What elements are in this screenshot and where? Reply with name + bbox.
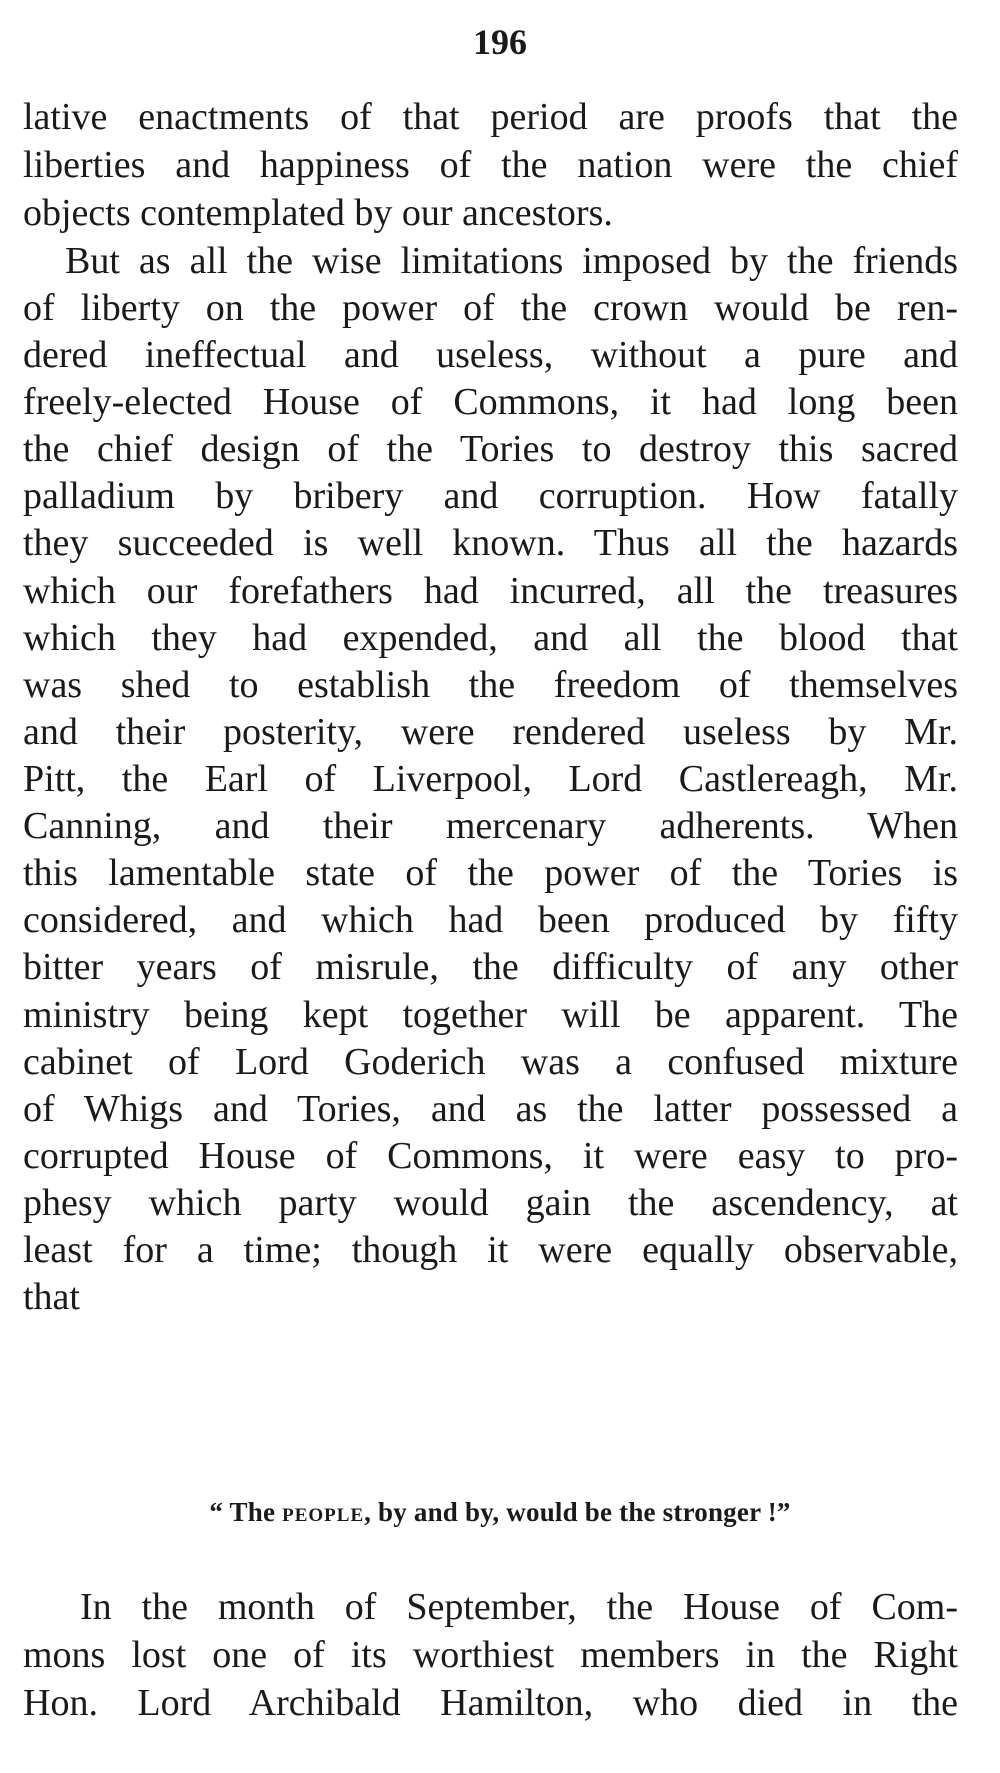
text-line: and their posterity, were rendered useless by Mr. [23, 711, 958, 753]
quote-emphasis: people [282, 1497, 365, 1527]
text-line: cabinet of Lord Goderich was a confused mixture [23, 1041, 958, 1083]
text-line: In the month of September, the House of Com- [80, 1586, 958, 1628]
text-line: of liberty on the power of the crown would be ren- [23, 287, 958, 329]
text-line: this lamentable state of the power of the Tories is [23, 852, 958, 894]
text-line: Pitt, the Earl of Liverpool, Lord Castlereagh, Mr. [23, 758, 958, 800]
text-line: dered ineffectual and useless, without a pure and [23, 334, 958, 376]
text-line: mons lost one of its worthiest members in the Right [23, 1634, 958, 1676]
text-line: which they had expended, and all the blood that [23, 617, 958, 659]
text-line: corrupted House of Commons, it were easy to pro- [23, 1135, 958, 1177]
text-line: of Whigs and Tories, and as the latter possessed a [23, 1088, 958, 1130]
text-line: that [23, 1276, 80, 1318]
text-line: bitter years of misrule, the difficulty of any other [23, 946, 958, 988]
page-number: 196 [473, 22, 527, 62]
text-line: freely-elected House of Commons, it had long been [23, 381, 958, 423]
text-line: lative enactments of that period are proofs that the [23, 96, 958, 138]
text-line: ministry being kept together will be apparent. The [23, 994, 958, 1036]
text-line: Canning, and their mercenary adherents. When [23, 805, 958, 847]
text-line: Hon. Lord Archibald Hamilton, who died in the [23, 1682, 958, 1724]
text-line: objects contemplated by our ancestors. [23, 192, 613, 234]
quote-open: “ The [209, 1497, 283, 1527]
text-line: was shed to establish the freedom of themselves [23, 664, 958, 706]
text-line: But as all the wise limitations imposed by the friends [65, 240, 958, 282]
text-line: the chief design of the Tories to destroy this sacred [23, 428, 958, 470]
text-line: liberties and happiness of the nation were the chief [23, 144, 958, 186]
text-line: phesy which party would gain the ascendency, at [23, 1182, 958, 1224]
text-line: palladium by bribery and corruption. How fatally [23, 475, 958, 517]
text-line: considered, and which had been produced by fifty [23, 899, 958, 941]
text-line: least for a time; though it were equally observable, [23, 1229, 958, 1271]
block-quote [0, 1492, 1000, 1532]
text-line: which our forefathers had incurred, all the treasures [23, 570, 958, 612]
quote-rest: , by and by, would be the stronger !” [364, 1497, 791, 1527]
text-line: they succeeded is well known. Thus all the hazards [23, 522, 958, 564]
